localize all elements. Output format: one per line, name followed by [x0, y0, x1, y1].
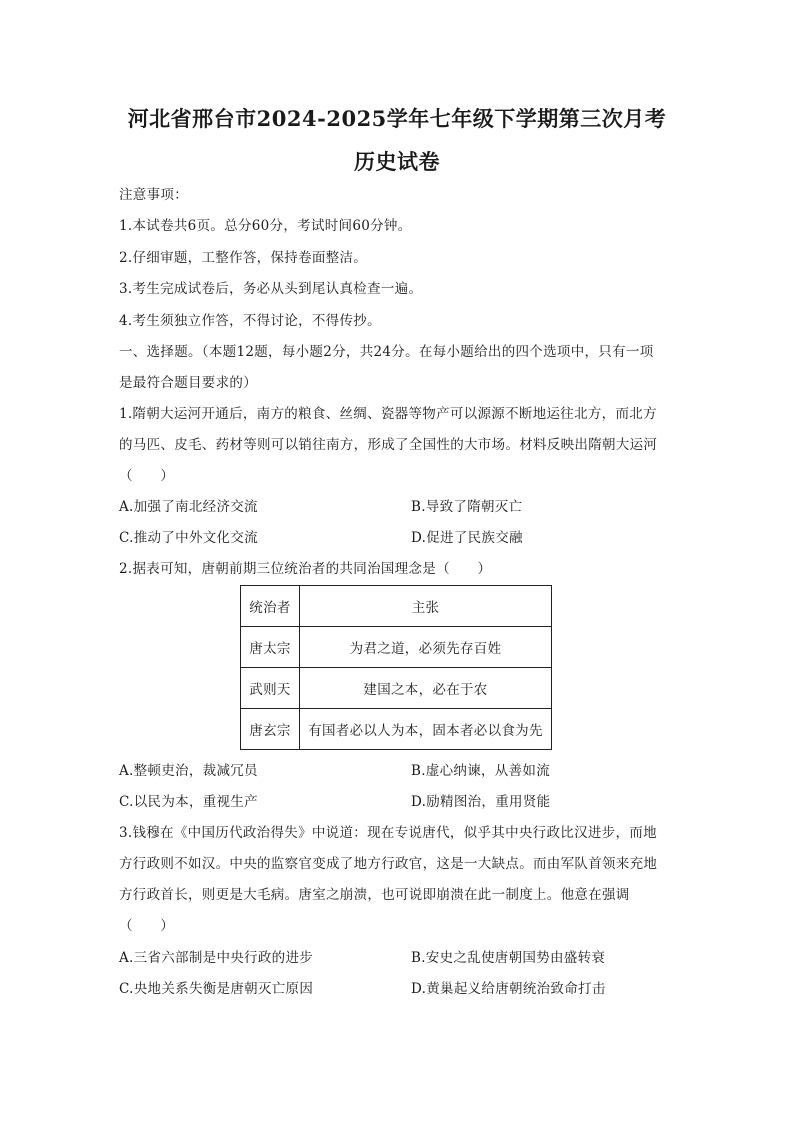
- exam-title: 河北省邢台市2024-2025学年七年级下学期第三次月考: [127, 106, 667, 131]
- section-heading-cont: 是最符合题目要求的）: [119, 375, 257, 391]
- table-cell: 建国之本，必在于农: [300, 668, 552, 709]
- table-row: [241, 627, 552, 668]
- q1-option-b: B.导致了隋朝灭亡: [411, 499, 523, 515]
- q2-option-c: C.以民为本，重视生产: [119, 794, 258, 810]
- q1-answer-blank: （ ）: [119, 468, 175, 484]
- q3-option-a: A.三省六部制是中央行政的进步: [119, 950, 314, 966]
- table-cell: 唐太宗: [241, 627, 300, 668]
- q3-option-c: C.央地关系失衡是唐朝灭亡原因: [119, 981, 314, 997]
- q1-option-d: D.促进了民族交融: [411, 530, 523, 546]
- table-header-cell: 主张: [300, 586, 552, 627]
- table-row: [241, 668, 552, 709]
- rulers-table: [240, 585, 552, 750]
- q3-stem: 方行政则不如汉。中央的监察官变成了地方行政官，这是一大缺点。而由军队首领来充地: [119, 856, 658, 872]
- q3-option-d: D.黄巢起义给唐朝统治致命打击: [411, 981, 606, 997]
- q3-answer-blank: （ ）: [119, 918, 175, 934]
- table-cell: 为君之道，必须先存百姓: [300, 627, 552, 668]
- q1-stem: 的马匹、皮毛、药材等则可以销往南方，形成了全国性的大市场。材料反映出隋朝大运河: [119, 437, 658, 453]
- exam-subject: 历史试卷: [354, 149, 440, 174]
- q1-option-a: A.加强了南北经济交流: [119, 499, 258, 515]
- q2-option-d: D.励精图治，重用贤能: [411, 794, 551, 810]
- note-item: 2.仔细审题，工整作答，保持卷面整洁。: [119, 250, 368, 266]
- q2-stem: 2.据表可知，唐朝前期三位统治者的共同治国理念是（ ）: [119, 561, 492, 577]
- q1-option-c: C.推动了中外文化交流: [119, 530, 258, 546]
- q2-option-b: B.虚心纳谏，从善如流: [411, 763, 551, 779]
- note-item: 1.本试卷共6页。总分60分，考试时间60分钟。: [119, 218, 412, 234]
- q3-stem: 3.钱穆在《中国历代政治得失》中说道：现在专说唐代，似乎其中央行政比汉进步，而地: [119, 825, 657, 841]
- table-cell: 唐玄宗: [241, 709, 300, 750]
- table-header-row: [241, 586, 552, 627]
- section-heading: 一、选择题。（本题12题，每小题2分，共24分。在每小题给出的四个选项中，只有一项: [119, 344, 654, 360]
- q1-stem: 1.隋朝大运河开通后，南方的粮食、丝绸、瓷器等物产可以源源不断地运往北方，而北方: [119, 406, 657, 422]
- table-header-cell: 统治者: [241, 586, 300, 627]
- q2-option-a: A.整顿吏治，裁减冗员: [119, 763, 258, 779]
- table-row: [241, 709, 552, 750]
- q3-stem: 方行政首长，则更是大毛病。唐室之崩溃，也可说即崩溃在此一制度上。他意在强调: [119, 887, 630, 903]
- table-cell: 武则天: [241, 668, 300, 709]
- notes-heading: 注意事项：: [119, 187, 188, 203]
- note-item: 4.考生须独立作答，不得讨论，不得传抄。: [119, 313, 381, 329]
- note-item: 3.考生完成试卷后，务必从头到尾认真检查一遍。: [119, 281, 423, 297]
- q3-option-b: B.安史之乱使唐朝国势由盛转衰: [411, 950, 606, 966]
- table-cell: 有国者必以人为本，固本者必以食为先: [300, 709, 552, 750]
